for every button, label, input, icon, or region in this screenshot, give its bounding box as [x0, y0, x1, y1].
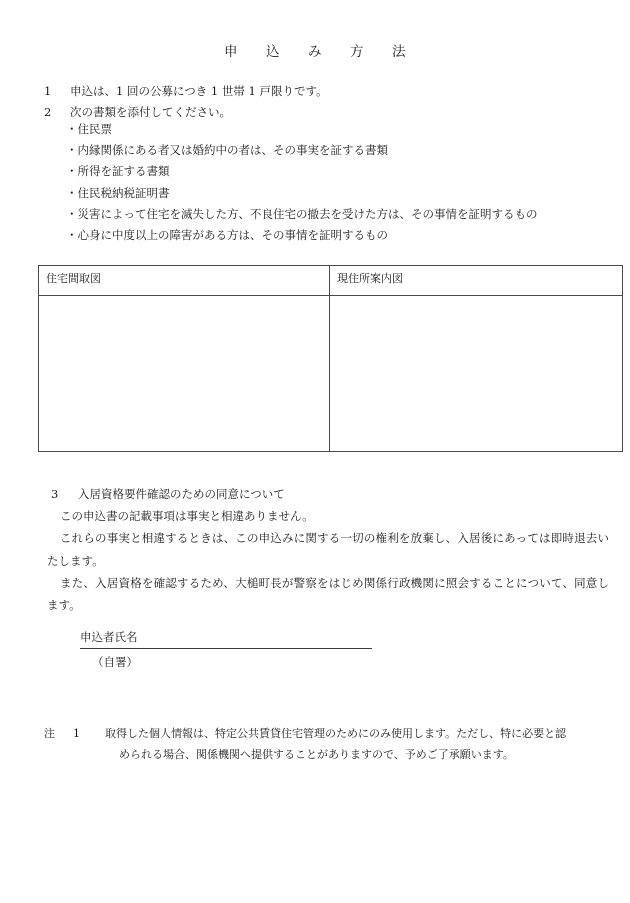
list-item-marker: 2	[44, 105, 52, 119]
page-title: 申 込 み 方 法	[224, 44, 406, 60]
attachment-bullet-list	[66, 119, 611, 246]
consent-section-heading-text: 入居資格要件確認のための同意について	[78, 487, 285, 501]
footnote-first-line	[44, 723, 610, 744]
applicant-name-label: 申込者氏名	[80, 630, 138, 644]
footnote-text-line1: 取得した個人情報は、特定公共賃貸住宅管理のためにのみ使用します。ただし、特に必要と認	[105, 727, 567, 740]
footnote-text-line2: められる場合、関係機関へ提供することがありますので、予めご了承願います。	[119, 748, 514, 761]
table-header-address-map: 現住所案内図	[330, 266, 623, 296]
consent-paragraph: この申込書の記載事項は事実と相違ありません。	[60, 509, 314, 523]
bullet-item: ・災害によって住宅を滅失した方、不良住宅の撤去を受けた方は、その事情を証明するもの	[66, 206, 538, 221]
consent-section	[44, 483, 609, 616]
bullet-item: ・心身に中度以上の障害がある方は、その事情を証明するもの	[66, 228, 388, 243]
list-item	[44, 81, 604, 102]
consent-paragraph: これらの事実と相違するときは、この申込みに関する一切の権利を放棄し、入居後にあっては即時退去いたします。	[47, 531, 609, 568]
consent-paragraph: また、入居資格を確認するため、大槌町長が警察をはじめ関係行政機関に照会することについて、同意します。	[47, 575, 609, 613]
consent-section-marker: 3	[51, 487, 59, 501]
table-header-row	[39, 266, 623, 296]
bullet-item: ・住民票	[66, 122, 112, 136]
applicant-name-field[interactable]	[80, 628, 372, 649]
signature-note: （自署）	[92, 655, 138, 669]
signature-block	[80, 628, 410, 672]
drawing-table	[38, 265, 623, 452]
table-header-floor-plan: 住宅間取図	[39, 266, 330, 296]
table-row	[39, 296, 623, 452]
bullet-item: ・所得を証する書類	[66, 164, 170, 179]
numbered-instruction-list	[44, 81, 604, 123]
list-item-text: 申込は、1 回の公募につき 1 世帯 1 戸限りです。	[70, 84, 328, 98]
list-item-text: 次の書類を添付してください。	[70, 105, 231, 119]
bullet-item: ・住民税納税証明書	[66, 185, 170, 200]
floor-plan-drawing-area[interactable]	[39, 296, 330, 452]
footnote-number: 1	[73, 727, 80, 740]
consent-section-heading	[51, 483, 609, 505]
bullet-item: ・内縁関係にある者又は婚約中の者は、その事実を証する書類	[66, 143, 388, 158]
list-item-marker: 1	[44, 84, 52, 98]
address-map-drawing-area[interactable]	[330, 296, 623, 452]
footnote	[44, 723, 610, 765]
footnote-label: 注	[44, 727, 55, 740]
